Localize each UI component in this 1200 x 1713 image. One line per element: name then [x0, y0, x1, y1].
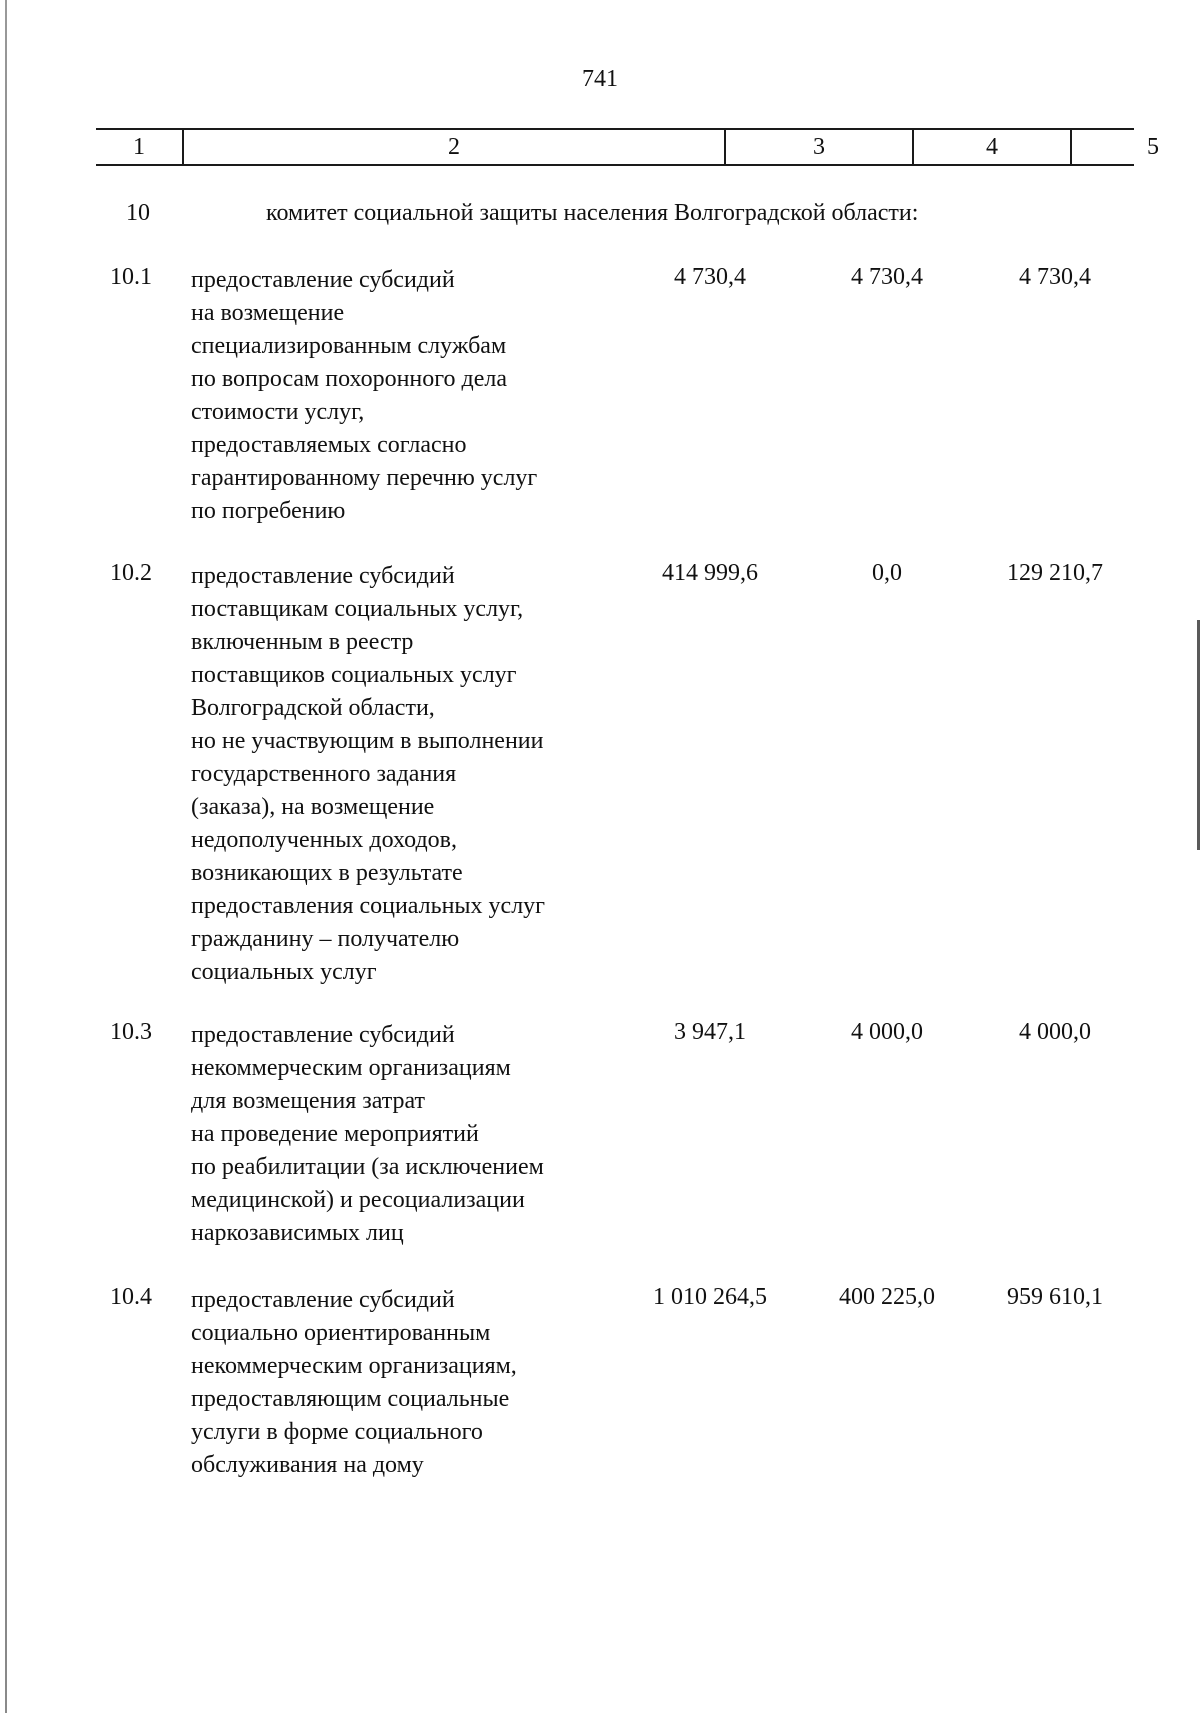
header-col-4: 4 [986, 134, 998, 160]
row-value-col5: 959 610,1 [1007, 1284, 1103, 1310]
description-line: услуги в форме социального [191, 1419, 483, 1445]
description-line: предоставляемых согласно [191, 432, 467, 458]
description-line: поставщиков социальных услуг [191, 662, 517, 688]
page-number: 741 [582, 66, 618, 92]
description-line: включенным в реестр [191, 629, 414, 655]
description-line: стоимости услуг, [191, 399, 365, 425]
description-line: недополученных доходов, [191, 827, 457, 853]
description-line: предоставление субсидий [191, 1287, 455, 1313]
row-value-col5: 4 730,4 [1019, 264, 1091, 290]
row-value-col4: 4 000,0 [851, 1019, 923, 1045]
description-line: медицинской) и ресоциализации [191, 1187, 525, 1213]
row-value-col5: 129 210,7 [1007, 560, 1103, 586]
description-line: предоставление субсидий [191, 1022, 455, 1048]
row-value-col4: 0,0 [872, 560, 902, 586]
description-line: по погребению [191, 498, 346, 524]
row-description [191, 1284, 621, 1482]
description-line: наркозависимых лиц [191, 1220, 404, 1246]
description-line: для возмещения затрат [191, 1088, 426, 1114]
row-value-col3: 1 010 264,5 [653, 1284, 767, 1310]
description-line: государственного задания [191, 761, 457, 787]
section-title: комитет социальной защиты населения Волгоградской области: [266, 200, 919, 226]
description-line: некоммерческим организациям, [191, 1353, 517, 1379]
row-description [191, 1019, 621, 1250]
description-line: предоставляющим социальные [191, 1386, 510, 1412]
description-line: некоммерческим организациям [191, 1055, 511, 1081]
description-line: обслуживания на дому [191, 1452, 424, 1478]
row-value-col4: 4 730,4 [851, 264, 923, 290]
description-line: гражданину – получателю [191, 926, 460, 952]
row-value-col3: 3 947,1 [674, 1019, 746, 1045]
description-line: социально ориентированным [191, 1320, 491, 1346]
header-col-2: 2 [448, 134, 460, 160]
section-number: 10 [126, 200, 150, 226]
row-number: 10.1 [110, 264, 152, 290]
row-value-col3: 4 730,4 [674, 264, 746, 290]
description-line: предоставление субсидий [191, 563, 455, 589]
description-line: но не участвующим в выполнении [191, 728, 544, 754]
description-line: на проведение мероприятий [191, 1121, 479, 1147]
row-number: 10.4 [110, 1284, 152, 1310]
row-value-col5: 4 000,0 [1019, 1019, 1091, 1045]
header-col-1: 1 [133, 134, 145, 160]
row-value-col3: 414 999,6 [662, 560, 758, 586]
description-line: социальных услуг [191, 959, 377, 985]
description-line: на возмещение [191, 300, 345, 326]
row-description [191, 264, 621, 528]
header-col-3: 3 [813, 134, 825, 160]
description-line: возникающих в результате [191, 860, 463, 886]
scan-edge-left [5, 0, 7, 1713]
description-line: по реабилитации (за исключением [191, 1154, 544, 1180]
row-number: 10.3 [110, 1019, 152, 1045]
header-col-5: 5 [1147, 134, 1159, 160]
table-header-row [96, 128, 1159, 166]
row-number: 10.2 [110, 560, 152, 586]
description-line: Волгоградской области, [191, 695, 435, 721]
description-line: специализированным службам [191, 333, 507, 359]
row-value-col4: 400 225,0 [839, 1284, 935, 1310]
description-line: по вопросам похоронного дела [191, 366, 507, 392]
row-description [191, 560, 621, 989]
description-line: предоставление субсидий [191, 267, 455, 293]
description-line: гарантированному перечню услуг [191, 465, 538, 491]
description-line: предоставления социальных услуг [191, 893, 546, 919]
description-line: (заказа), на возмещение [191, 794, 435, 820]
description-line: поставщикам социальных услуг, [191, 596, 524, 622]
